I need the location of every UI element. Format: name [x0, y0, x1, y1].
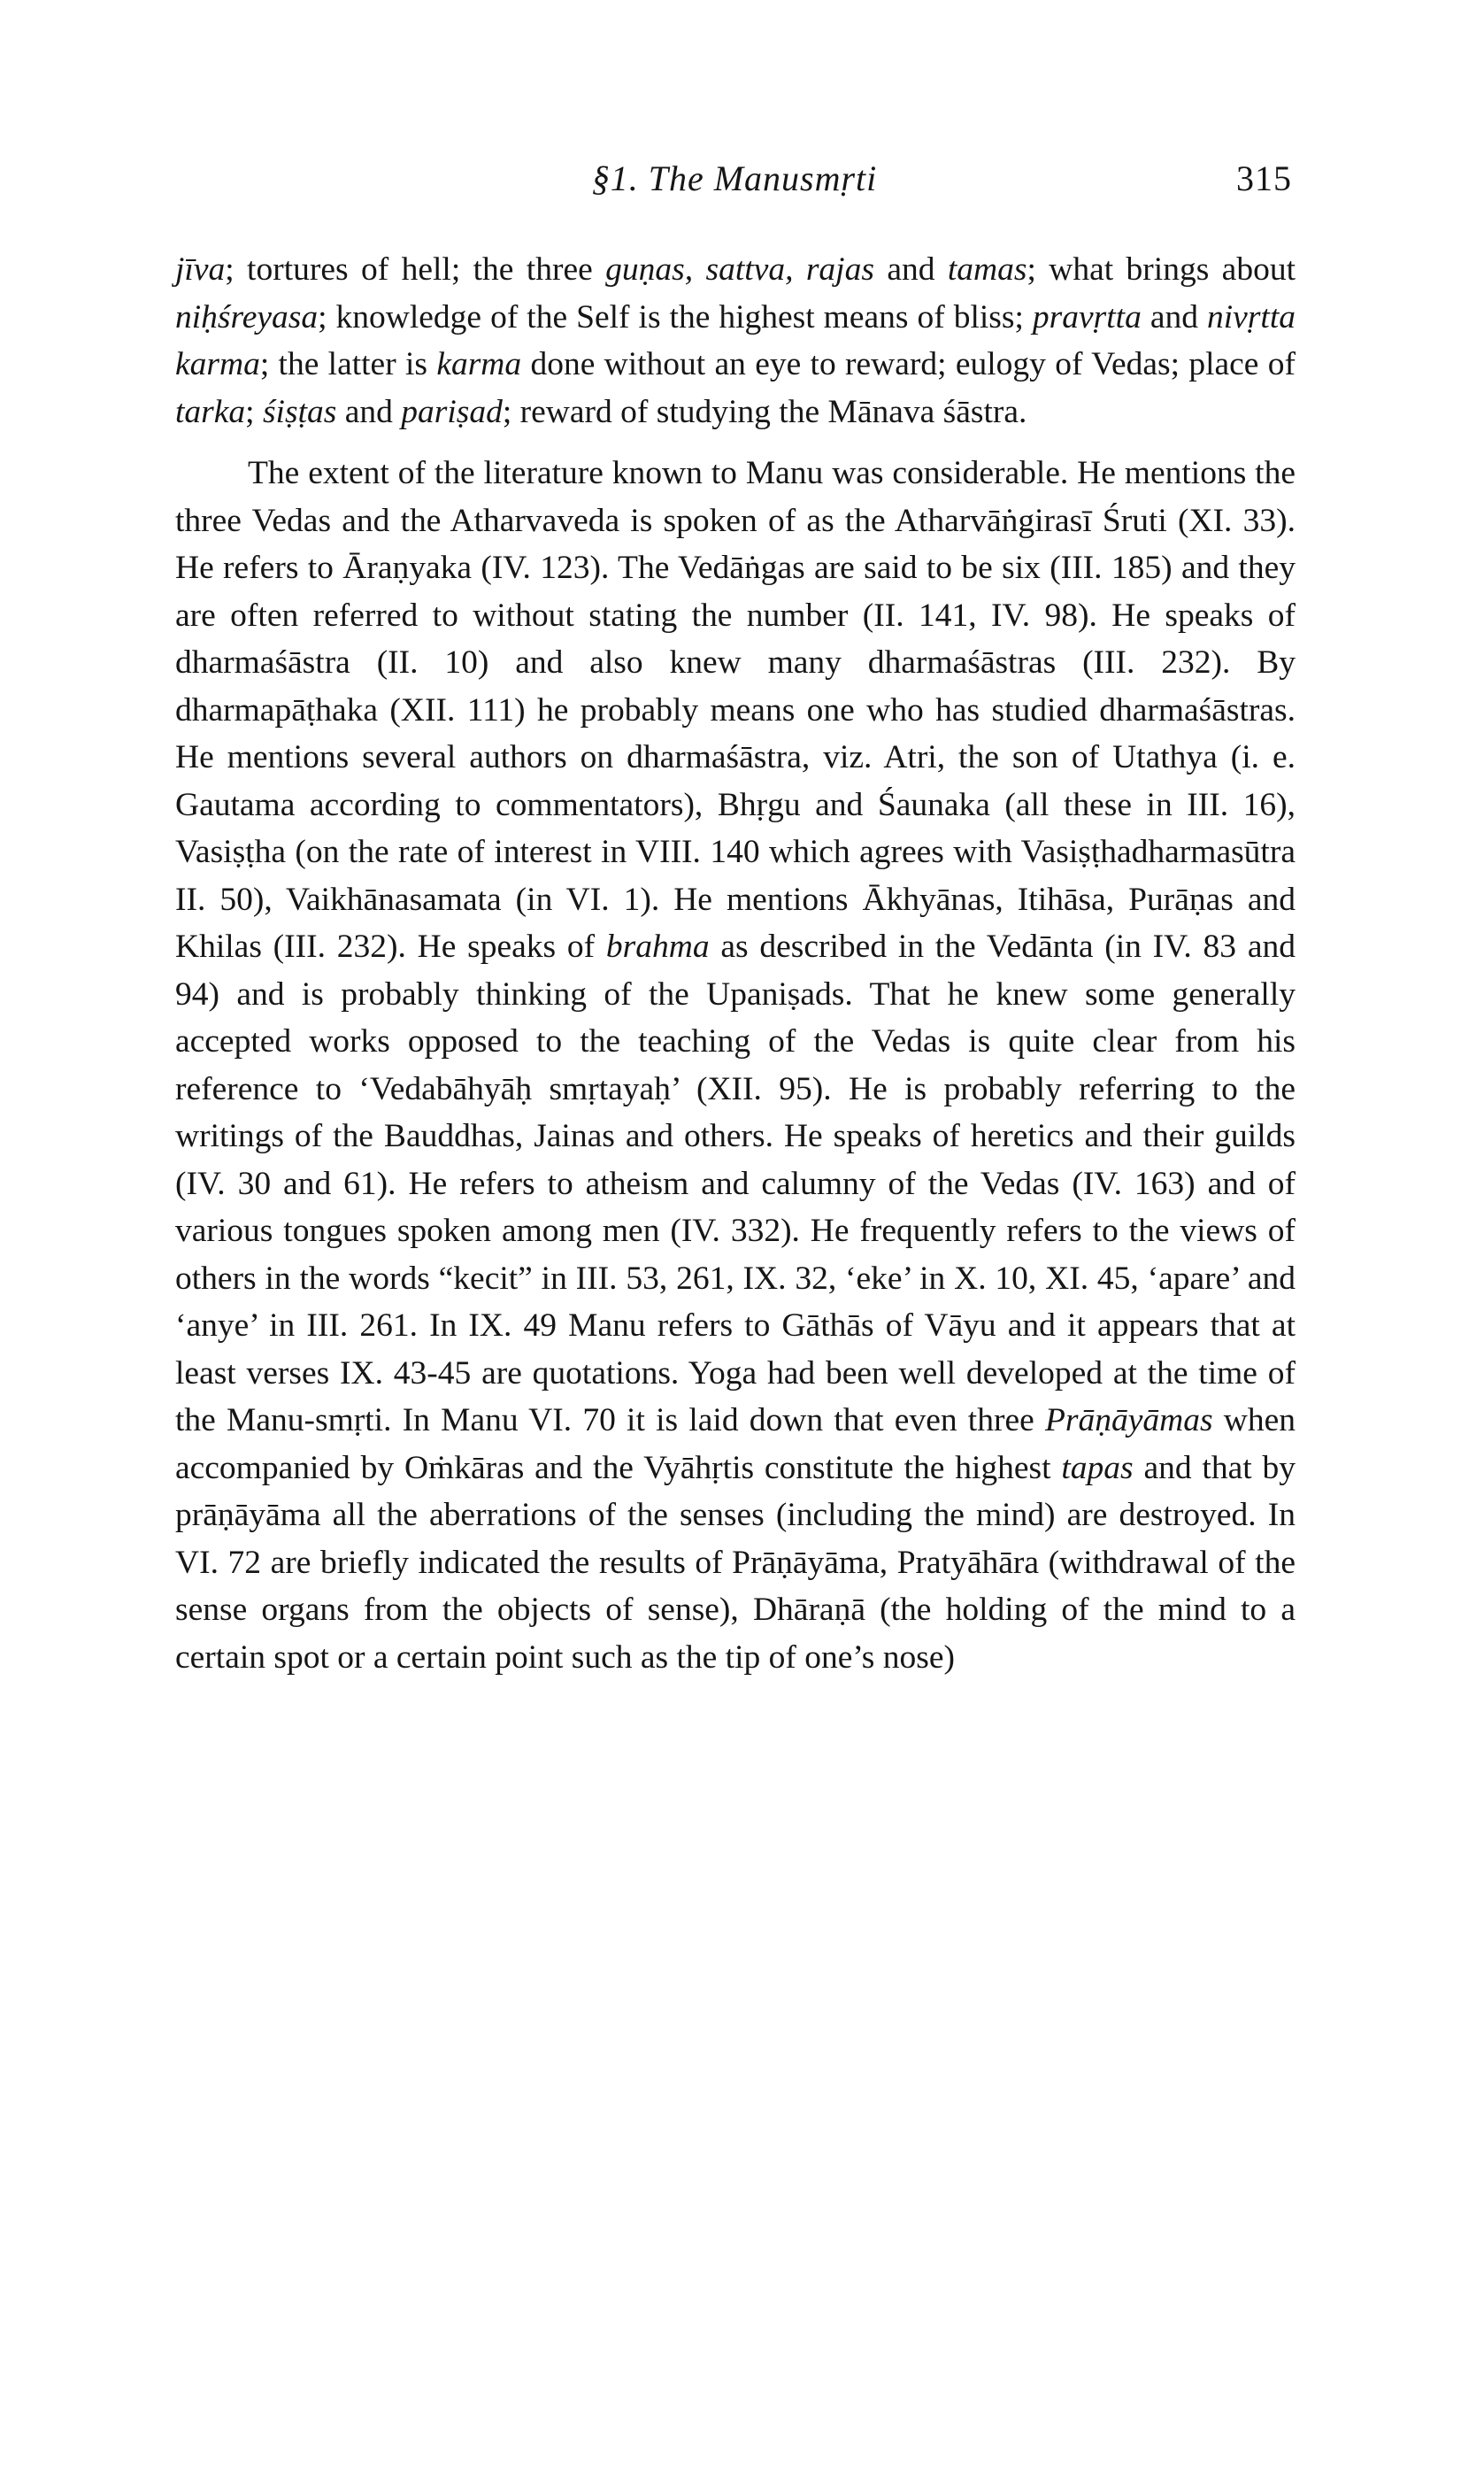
text-run: when accompanied by Oṁkāras and the Vyāhṛtis constitute the highest: [175, 1402, 1296, 1486]
italic-term: pariṣad: [401, 393, 503, 430]
italic-term: tamas: [947, 251, 1027, 288]
italic-term: pravṛtta: [1032, 298, 1142, 335]
paragraph-glossary-end: [175, 246, 1296, 436]
text-run: ; tortures of hell; the three: [225, 251, 606, 288]
italic-term: Prāṇāyāmas: [1044, 1402, 1213, 1438]
italic-term: guṇas, sattva, rajas: [605, 251, 874, 288]
italic-term: niḥśreyasa: [175, 298, 319, 335]
text-run: and that by prāṇāyāma all the aberrations of the senses (including the mind) are destroyed. In VI. 72 are briefly indicated the results of Prāṇāyāma, Pratyāhāra (withdrawal of the sense organs from the objects of sense), Dhāraṇā (the holding of the mind to a certain spot or a certain point such as the tip of one’s nose): [175, 1449, 1296, 1676]
italic-term: brahma: [605, 929, 710, 965]
italic-term: karma: [436, 346, 522, 382]
running-head-title: §1. The Manusmṛti: [591, 158, 878, 198]
text-run: ; what brings about: [1026, 251, 1296, 288]
text-run: and: [1141, 298, 1207, 335]
text-run: done without an eye to reward; eulogy of Vedas; place of: [521, 346, 1296, 382]
text-run: ; the latter is: [259, 346, 437, 382]
running-head: [177, 158, 1292, 211]
text-run: and: [336, 393, 402, 430]
italic-term: nivṛtta karma: [175, 298, 1296, 382]
text-run: and: [873, 251, 948, 288]
italic-term: jīva: [175, 251, 226, 288]
italic-term: tarka: [175, 393, 246, 430]
paragraph-literature-known: [175, 450, 1296, 1681]
text-run: ;: [245, 393, 263, 430]
body-text: [175, 246, 1296, 1681]
text-run: as described in the Vedānta (in IV. 83 and 94) and is probably thinking of the Upaniṣads. That he knew some generally accepted works opposed to the teaching of the Vedas is quite clear from his reference to ‘Vedabāhyāḥ smṛtayaḥ’ (XII. 95). He is probably referring to the writings of the Bauddhas, Jainas and others. He speaks of heretics and their guilds (IV. 30 and 61). He refers to atheism and calumny of the Vedas (IV. 163) and of various tongues spoken among men (IV. 332). He frequently refers to the views of others in the words “kecit” in III. 53, 261, IX. 32, ‘eke’ in X. 10, XI. 45, ‘apare’ and ‘anye’ in III. 261. In IX. 49 Manu refers to Gāthās of Vāyu and it appears that at least verses IX. 43-45 are quotations. Yoga had been well developed at the time of the Manu-smṛti. In Manu VI. 70 it is laid down that even three: [175, 929, 1296, 1438]
text-run: The extent of the literature known to Manu was considerable. He mentions the three Vedas and the Atharvaveda is spoken of as the Atharvāṅgirasī Śruti (XI. 33). He refers to Āraṇyaka (IV. 123). The Vedāṅgas are said to be six (III. 185) and they are often referred to without stating the number (II. 141, IV. 98). He speaks of dharmaśāstra (II. 10) and also knew many dharmaśāstras (III. 232). By dharmapāṭhaka (XII. 111) he probably means one who has studied dharmaśāstras. He mentions several authors on dharmaśāstra, viz. Atri, the son of Utathya (i. e. Gautama according to commentators), Bhṛgu and Śaunaka (all these in III. 16), Vasiṣṭha (on the rate of interest in VIII. 140 which agrees with Vasiṣṭhadharmasūtra II. 50), Vaikhānasamata (in VI. 1). He mentions Ākhyānas, Itihāsa, Purāṇas and Khilas (III. 232). He speaks of: [175, 455, 1296, 965]
text-run: ; reward of studying the Mānava śāstra.: [502, 393, 1027, 430]
text-run: ; knowledge of the Self is the highest means of bliss;: [318, 298, 1033, 335]
italic-term: tapas: [1061, 1449, 1134, 1486]
italic-term: śiṣṭas: [262, 393, 337, 430]
page-number: 315: [1236, 158, 1292, 198]
